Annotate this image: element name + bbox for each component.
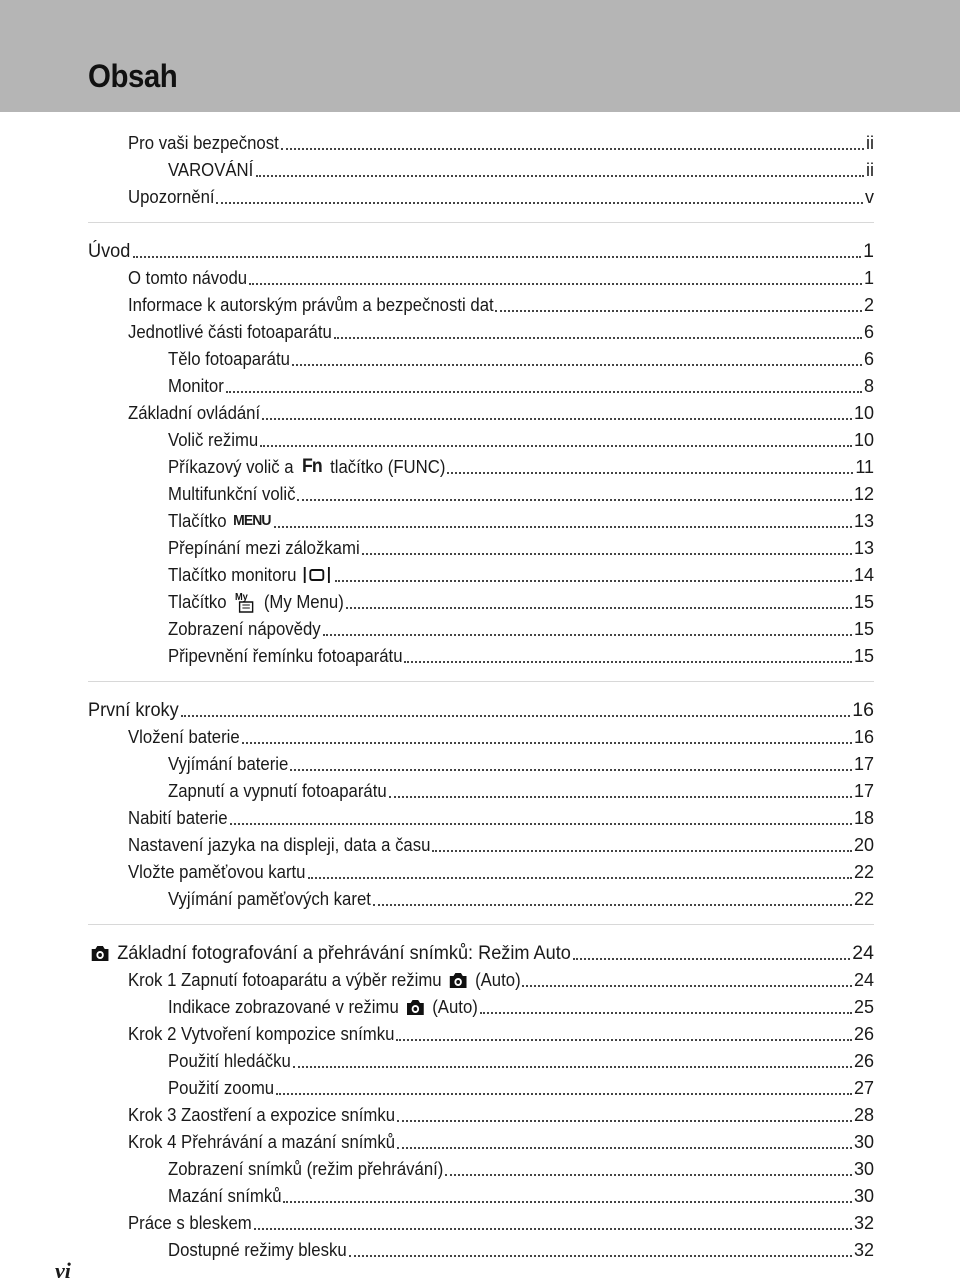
toc-entry-text: Použití hledáčku: [168, 1051, 291, 1071]
toc-leader-dots: [323, 624, 852, 636]
toc-entry-label: [168, 591, 344, 613]
toc-entry-label: [168, 1239, 347, 1261]
toc-leader-dots: [373, 894, 852, 906]
toc-entry-label: [88, 699, 179, 721]
toc-entry[interactable]: [88, 316, 874, 343]
toc-page-number: 12: [853, 484, 874, 504]
toc-page-number: 15: [853, 646, 874, 666]
toc-entry[interactable]: [88, 1234, 874, 1261]
toc-entry[interactable]: [88, 127, 874, 154]
toc-chapter-entry[interactable]: [88, 937, 874, 964]
toc-page-number: 13: [853, 538, 874, 558]
toc-leader-dots: [573, 948, 850, 960]
toc-leader-dots: [349, 1245, 852, 1257]
toc-page-number: 10: [853, 403, 874, 423]
toc-entry-label: [128, 132, 279, 154]
toc-entry-label: [128, 294, 494, 316]
toc-entry-label: [128, 807, 228, 829]
page-title: Obsah: [88, 58, 178, 94]
toc-page-number: 24: [852, 942, 874, 964]
toc-leader-dots: [522, 975, 852, 987]
toc-entry-label: [168, 348, 290, 370]
toc-page-number: 32: [853, 1213, 874, 1233]
toc-page-number: ii: [866, 133, 874, 153]
toc-page-number: 22: [853, 889, 874, 909]
toc-page-number: 17: [853, 754, 874, 774]
toc-leader-dots: [283, 1191, 852, 1203]
toc-page-number: 26: [853, 1051, 874, 1071]
toc-entry[interactable]: [88, 883, 874, 910]
toc-entry-text: (Auto): [427, 997, 478, 1017]
toc-leader-dots: [242, 732, 852, 744]
toc-entry[interactable]: [88, 424, 874, 451]
toc-entry-text: Zapnutí a vypnutí fotoaparátu: [168, 781, 387, 801]
toc-leader-dots: [335, 570, 852, 582]
toc-entry-label: [168, 1077, 274, 1099]
toc-leader-dots: [389, 786, 852, 798]
toc-entry-text: Mazání snímků: [168, 1186, 282, 1206]
toc-entry[interactable]: [88, 1180, 874, 1207]
toc-entry-label: [128, 1131, 395, 1153]
camera-auto-icon: [448, 970, 468, 990]
toc-leader-dots: [432, 840, 852, 852]
toc-entry-label: [168, 429, 258, 451]
toc-entry-text: Vyjímání paměťových karet: [168, 889, 371, 909]
toc-entry-label: [128, 969, 521, 991]
toc-entry[interactable]: [88, 613, 874, 640]
toc-leader-dots: [274, 516, 852, 528]
toc-page-number: 18: [853, 808, 874, 828]
toc-entry-label: [168, 564, 333, 586]
toc-page-number: 22: [853, 862, 874, 882]
section-divider: [88, 222, 874, 223]
toc-page-number: 17: [853, 781, 874, 801]
toc-entry-label: [168, 780, 387, 802]
toc-leader-dots: [133, 246, 862, 258]
toc-page-number: 6: [863, 322, 874, 342]
toc-entry-text: Krok 3 Zaostření a expozice snímku: [128, 1105, 396, 1125]
toc-entry[interactable]: [88, 586, 874, 613]
toc-entry[interactable]: [88, 397, 874, 424]
toc-entry-text: (My Menu): [259, 592, 344, 612]
toc-entry-label: [168, 510, 272, 532]
table-of-contents: [88, 127, 874, 1261]
toc-leader-dots: [297, 489, 852, 501]
toc-entry-label: [128, 1023, 394, 1045]
toc-page-number: 6: [863, 349, 874, 369]
toc-entry-text: Monitor: [168, 376, 224, 396]
toc-leader-dots: [249, 273, 862, 285]
my-menu-icon: [234, 591, 256, 613]
toc-entry-text: Krok 1 Zapnutí fotoaparátu a výběr režimu: [128, 970, 447, 990]
toc-entry-text: Nabití baterie: [128, 808, 228, 828]
toc-entry-text: Upozornění: [128, 187, 215, 207]
toc-page-number: 20: [853, 835, 874, 855]
toc-leader-dots: [362, 543, 852, 555]
toc-entry[interactable]: [88, 721, 874, 748]
toc-page-number: 13: [853, 511, 874, 531]
toc-entry-text: Vložení baterie: [128, 727, 240, 747]
toc-entry-text: Dostupné režimy blesku: [168, 1240, 347, 1260]
toc-entry[interactable]: [88, 856, 874, 883]
toc-leader-dots: [226, 381, 862, 393]
toc-entry-text: tlačítko (FUNC): [325, 457, 446, 477]
page-number: vi: [55, 1258, 71, 1283]
toc-leader-dots: [216, 192, 863, 204]
toc-page-number: 11: [855, 457, 874, 477]
toc-leader-dots: [445, 1164, 852, 1176]
toc-entry-label: [168, 618, 321, 640]
toc-entry-text: Tlačítko monitoru: [168, 565, 302, 585]
toc-leader-dots: [262, 408, 852, 420]
toc-page-number: 30: [853, 1159, 874, 1179]
toc-leader-dots: [230, 813, 852, 825]
toc-page-number: 16: [852, 699, 874, 721]
toc-page-number: 10: [853, 430, 874, 450]
fn-icon: Fn: [301, 456, 322, 477]
toc-entry-text: Zobrazení nápovědy: [168, 619, 321, 639]
toc-section: [88, 937, 874, 1261]
toc-entry[interactable]: [88, 1018, 874, 1045]
toc-page-number: 8: [863, 376, 874, 396]
toc-entry-text: Zobrazení snímků (režim přehrávání): [168, 1159, 444, 1179]
toc-leader-dots: [292, 354, 862, 366]
toc-page-number: 15: [853, 619, 874, 639]
toc-entry[interactable]: [88, 1099, 874, 1126]
toc-entry-label: [168, 645, 403, 667]
toc-entry-label: [128, 186, 215, 208]
toc-entry-text: Práce s bleskem: [128, 1213, 252, 1233]
toc-leader-dots: [334, 327, 862, 339]
toc-leader-dots: [256, 165, 864, 177]
toc-page-number: 16: [853, 727, 874, 747]
toc-entry-text: Základní fotografování a přehrávání snímků: Režim Auto: [112, 942, 571, 964]
toc-entry[interactable]: [88, 775, 874, 802]
toc-entry-text: Základní ovládání: [128, 403, 261, 423]
toc-entry-text: Multifunkční volič: [168, 484, 296, 504]
toc-leader-dots: [397, 1137, 852, 1149]
toc-entry-label: [128, 726, 240, 748]
toc-leader-dots: [308, 867, 852, 879]
toc-entry[interactable]: [88, 505, 874, 532]
toc-entry[interactable]: [88, 154, 874, 181]
toc-page-number: 2: [863, 295, 874, 315]
toc-entry-label: [168, 888, 371, 910]
toc-entry[interactable]: [88, 1207, 874, 1234]
camera-auto-icon: [90, 943, 110, 963]
toc-entry[interactable]: [88, 451, 874, 478]
toc-entry[interactable]: [88, 478, 874, 505]
toc-entry-label: [168, 1158, 443, 1180]
toc-page-number: 28: [853, 1105, 874, 1125]
toc-entry-label: [168, 1050, 291, 1072]
toc-entry[interactable]: [88, 532, 874, 559]
toc-leader-dots: [346, 597, 852, 609]
toc-entry-label: [128, 1212, 252, 1234]
toc-entry-text: (Auto): [470, 970, 521, 990]
toc-leader-dots: [447, 462, 853, 474]
toc-page-number: 30: [853, 1186, 874, 1206]
toc-section: [88, 127, 874, 208]
toc-entry-text: Indikace zobrazované v režimu: [168, 997, 404, 1017]
toc-page-number: v: [865, 187, 874, 207]
toc-section: [88, 694, 874, 910]
toc-entry-text: Přepínání mezi záložkami: [168, 538, 360, 558]
toc-page-number: 14: [853, 565, 874, 585]
toc-page-number: ii: [866, 160, 874, 180]
toc-entry-label: [128, 834, 430, 856]
toc-leader-dots: [404, 651, 852, 663]
toc-leader-dots: [290, 759, 852, 771]
toc-entry[interactable]: [88, 289, 874, 316]
toc-entry-label: [128, 861, 305, 883]
toc-section: [88, 235, 874, 667]
toc-leader-dots: [181, 705, 851, 717]
toc-leader-dots: [480, 1002, 852, 1014]
toc-entry-text: Informace k autorským právům a bezpečnosti dat: [128, 295, 494, 315]
toc-entry-label: [168, 1185, 282, 1207]
toc-entry[interactable]: [88, 748, 874, 775]
toc-leader-dots: [254, 1218, 852, 1230]
toc-page-number: 32: [853, 1240, 874, 1260]
toc-entry-text: První kroky: [88, 699, 179, 721]
toc-entry-text: Vložte paměťovou kartu: [128, 862, 306, 882]
toc-entry-text: Příkazový volič a: [168, 457, 299, 477]
toc-entry-text: Tělo fotoaparátu: [168, 349, 290, 369]
toc-page-number: 30: [853, 1132, 874, 1152]
toc-entry-label: [168, 375, 224, 397]
toc-leader-dots: [293, 1056, 852, 1068]
toc-entry-label: [88, 240, 130, 262]
section-divider: [88, 924, 874, 925]
toc-entry[interactable]: [88, 343, 874, 370]
toc-entry[interactable]: [88, 640, 874, 667]
toc-leader-dots: [396, 1029, 852, 1041]
toc-entry-label: [128, 321, 332, 343]
toc-page-number: 25: [853, 997, 874, 1017]
toc-page-number: 26: [853, 1024, 874, 1044]
toc-entry-text: Nastavení jazyka na displeji, data a času: [128, 835, 431, 855]
toc-entry-label: [168, 159, 253, 181]
toc-leader-dots: [281, 138, 864, 150]
toc-entry[interactable]: [88, 559, 874, 586]
toc-chapter-entry[interactable]: [88, 235, 874, 262]
toc-entry-text: Krok 4 Přehrávání a mazání snímků: [128, 1132, 396, 1152]
toc-entry[interactable]: [88, 181, 874, 208]
toc-entry[interactable]: [88, 262, 874, 289]
toc-entry-text: Použití zoomu: [168, 1078, 275, 1098]
toc-entry-text: VAROVÁNÍ: [168, 160, 254, 180]
section-divider: [88, 681, 874, 682]
toc-entry[interactable]: [88, 829, 874, 856]
toc-entry-text: Volič režimu: [168, 430, 259, 450]
toc-entry-text: Jednotlivé části fotoaparátu: [128, 322, 332, 342]
toc-leader-dots: [260, 435, 852, 447]
toc-entry-text: Tlačítko: [168, 511, 232, 531]
toc-entry-text: Připevnění řemínku fotoaparátu: [168, 646, 403, 666]
svg-text:My: My: [234, 591, 248, 604]
toc-entry[interactable]: [88, 1045, 874, 1072]
toc-entry-label: [128, 267, 247, 289]
toc-page-number: 1: [863, 240, 874, 262]
toc-page-number: 1: [863, 268, 874, 288]
toc-leader-dots: [397, 1110, 852, 1122]
menu-icon: MENU: [233, 512, 271, 529]
toc-entry[interactable]: [88, 802, 874, 829]
toc-entry-label: [88, 942, 571, 964]
header-band: [0, 0, 960, 112]
toc-chapter-entry[interactable]: [88, 694, 874, 721]
toc-entry-text: Pro vaši bezpečnost: [128, 133, 279, 153]
toc-entry[interactable]: [88, 1126, 874, 1153]
toc-entry-label: [168, 753, 288, 775]
toc-entry-text: Krok 2 Vytvoření kompozice snímku: [128, 1024, 395, 1044]
toc-entry-text: Vyjímání baterie: [168, 754, 289, 774]
toc-entry-label: [168, 456, 445, 478]
monitor-icon: [301, 565, 333, 585]
toc-leader-dots: [495, 300, 862, 312]
toc-entry[interactable]: [88, 991, 874, 1018]
toc-entry-label: [128, 1104, 395, 1126]
toc-entry[interactable]: [88, 370, 874, 397]
toc-page-number: 27: [853, 1078, 874, 1098]
toc-entry-text: Úvod: [88, 240, 131, 262]
toc-entry-text: O tomto návodu: [128, 268, 248, 288]
toc-page-number: 15: [853, 592, 874, 612]
toc-leader-dots: [276, 1083, 852, 1095]
toc-entry-label: [168, 996, 478, 1018]
toc-entry[interactable]: [88, 964, 874, 991]
toc-entry[interactable]: [88, 1072, 874, 1099]
camera-auto-icon: [405, 997, 425, 1017]
toc-entry-text: Tlačítko: [168, 592, 232, 612]
toc-page-number: 24: [853, 970, 874, 990]
toc-entry-label: [168, 537, 360, 559]
toc-entry[interactable]: [88, 1153, 874, 1180]
toc-entry-label: [128, 402, 260, 424]
toc-entry-label: [168, 483, 295, 505]
